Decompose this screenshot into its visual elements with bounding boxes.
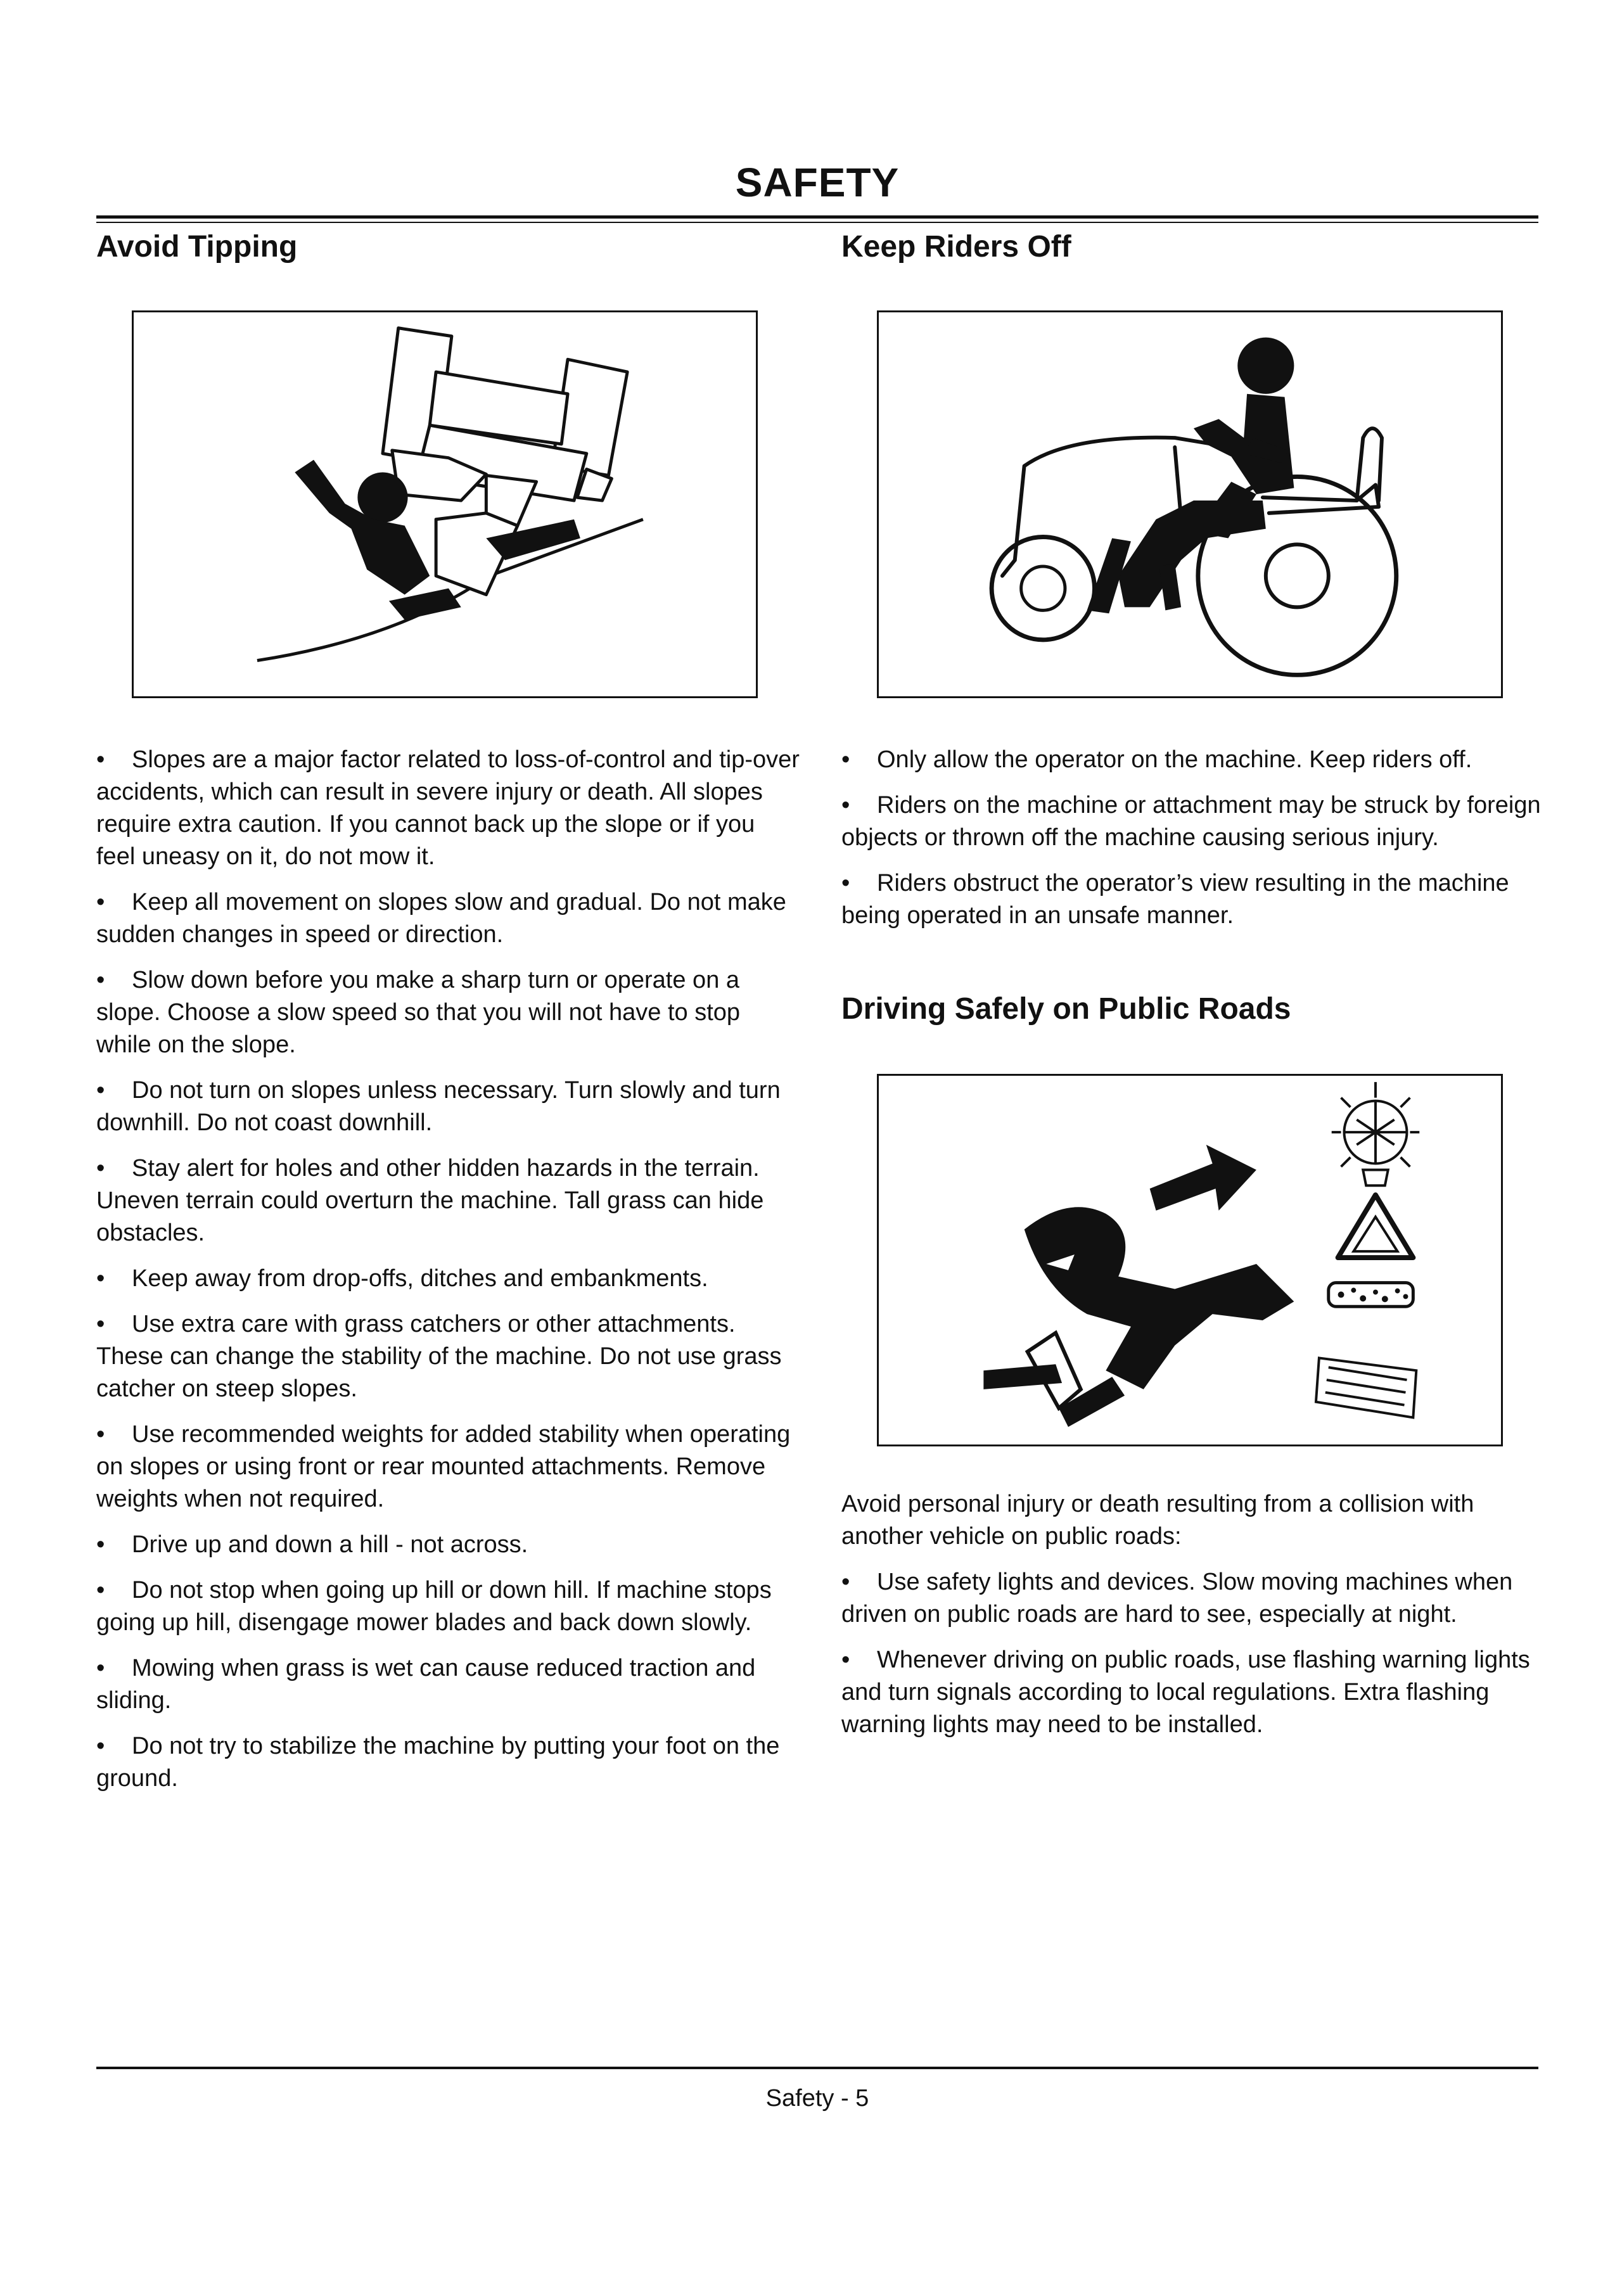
bullet-dot: • <box>96 1311 105 1337</box>
bullet-dot: • <box>96 1531 105 1558</box>
list-item: • Do not stop when going up hill or down hill. If machine stops going up hill, disengage mower blades and back down slowly. <box>96 1574 800 1639</box>
list-item: • Use recommended weights for added stability when operating on slopes or using front or rear mounted attachments. Remove weights when not required. <box>96 1419 800 1515</box>
bullet-dot: • <box>841 870 850 896</box>
bullet-dot: • <box>96 1577 105 1604</box>
header-rule-thin <box>96 222 1538 223</box>
page-number: Safety - 5 <box>765 2085 869 2112</box>
bullet-dot: • <box>96 746 105 773</box>
list-item: • Drive up and down a hill - not across. <box>96 1529 800 1561</box>
bullet-dot: • <box>96 1077 105 1104</box>
no-riders-icon <box>879 312 1501 696</box>
list-item: • Use safety lights and devices. Slow moving machines when driven on public roads are hard to see, especially at night. <box>841 1566 1545 1631</box>
page-header <box>96 157 1538 224</box>
list-item: • Slow down before you make a sharp turn or operate on a slope. Choose a slow speed so that you will not have to stop while on the slope. <box>96 964 800 1061</box>
public-roads-section <box>841 990 1545 1741</box>
avoid-tipping-section <box>96 228 800 1808</box>
riders-illustration <box>877 310 1503 698</box>
bullet-dot: • <box>841 1569 850 1595</box>
bullet-dot: • <box>96 967 105 993</box>
public-roads-intro: Avoid personal injury or death resulting from a collision with another vehicle on public roads: <box>841 1491 1474 1550</box>
list-item: • Only allow the operator on the machine. Keep riders off. <box>841 744 1545 776</box>
public-roads-heading: Driving Safely on Public Roads <box>841 992 1291 1026</box>
list-item: • Whenever driving on public roads, use flashing warning lights and turn signals according to local regulations. Extra flashing warning lights may need to be installed. <box>841 1644 1545 1741</box>
bullet-dot: • <box>841 1647 850 1673</box>
avoid-tipping-list <box>96 744 800 1795</box>
list-item: • Do not turn on slopes unless necessary. Turn slowly and turn downhill. Do not coast downhill. <box>96 1075 800 1139</box>
list-item: • Use extra care with grass catchers or other attachments. These can change the stability of the machine. Do not use grass catcher on steep slopes. <box>96 1308 800 1405</box>
list-item: • Riders on the machine or attachment may be struck by foreign objects or thrown off the machine causing serious injury. <box>841 789 1545 854</box>
bullet-dot: • <box>96 1655 105 1681</box>
header-rule <box>96 215 1538 219</box>
list-item: • Slopes are a major factor related to loss-of-control and tip-over accidents, which can result in severe injury or death. All slopes require extra caution. If you cannot back up the slope or if you feel uneasy on it, do not mow it. <box>96 744 800 873</box>
list-item: • Riders obstruct the operator’s view resulting in the machine being operated in an unsafe manner. <box>841 867 1545 932</box>
public-roads-text <box>841 1488 1545 1741</box>
bullet-dot: • <box>96 1265 105 1292</box>
list-item: • Stay alert for holes and other hidden hazards in the terrain. Uneven terrain could overturn the machine. Tall grass can hide obstacles. <box>96 1152 800 1249</box>
bullet-dot: • <box>841 746 850 773</box>
avoid-tipping-heading: Avoid Tipping <box>96 230 298 264</box>
list-item: • Keep all movement on slopes slow and gradual. Do not make sudden changes in speed or direction. <box>96 886 800 951</box>
tipping-illustration <box>132 310 758 698</box>
tipping-hazard-icon <box>134 312 756 696</box>
bullet-dot: • <box>96 1733 105 1759</box>
keep-riders-off-heading: Keep Riders Off <box>841 230 1071 264</box>
list-item: • Mowing when grass is wet can cause reduced traction and sliding. <box>96 1652 800 1717</box>
bullet-dot: • <box>96 1155 105 1182</box>
public-roads-list <box>841 1566 1545 1741</box>
road-safety-icon <box>879 1076 1501 1445</box>
bullet-dot: • <box>96 1421 105 1448</box>
list-item: • Do not try to stabilize the machine by putting your foot on the ground. <box>96 1730 800 1795</box>
list-item: • Keep away from drop-offs, ditches and embankments. <box>96 1263 800 1295</box>
page-title: SAFETY <box>735 160 900 205</box>
public-roads-illustration <box>877 1074 1503 1446</box>
bullet-dot: • <box>96 889 105 915</box>
footer-rule <box>96 2067 1538 2069</box>
keep-riders-off-section <box>841 228 1545 932</box>
right-column <box>841 228 1545 1754</box>
keep-riders-off-list <box>841 744 1545 932</box>
bullet-dot: • <box>841 792 850 819</box>
